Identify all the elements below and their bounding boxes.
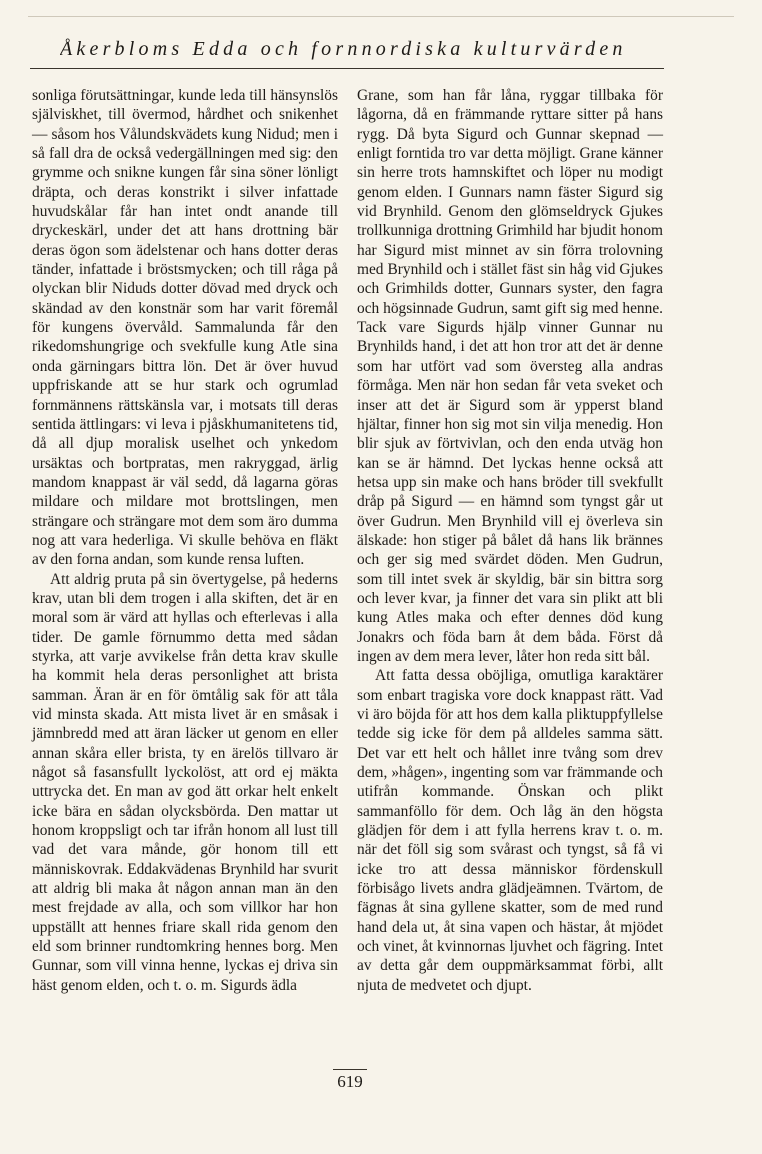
paragraph: Att fatta dessa oböjliga, omutliga karaktärer som enbart tragiska vore dock knappast rätt. Vad vi äro böjda för att hos dem kalla pliktuppfyllelse tedde sig icke för dem på alldeles samma sätt. Det var ett helt och hållet inre tvång som drev dem, »hågen», ingenting som var främmande och utifrån kommande. Önskan och plikt sammanföllo för dem. Och låg än den högsta glädjen för dem i att fylla herrens krav t. o. m. när det föll sig som svårast och tyngst, så få vi icke tro att dessa människor fördenskull förbisågo livets andra glädjeämnen. Tvärtom, de fägnas åt sina gyllene skatter, som de med rund hand dela ut, åt sina vapen och hästar, åt mjödet och vinet, åt kvinnornas ljuvhet och fägring. Intet av detta går dem ouppmärksammat förbi, allt njuta de medvetet och djupt. bbox=[357, 667, 663, 994]
header-rule bbox=[30, 68, 664, 69]
page-number bbox=[0, 1072, 700, 1092]
running-head: Åkerbloms Edda och fornnordiska kulturvärden bbox=[60, 38, 627, 60]
right-column bbox=[357, 86, 663, 995]
paragraph: Att aldrig pruta på sin övertygelse, på hederns krav, utan bli dem trogen i alla skiften, det är en moral som är värd att hyllas och efterlevas i alla tider. De gamle förnummo detta med sådan styrka, att varje avvikelse från detta krav skulle ha kommit hela deras personlighet att brista samman. Äran är en för ömtålig sak för att tåla vid minsta skada. Att mista livet är en småsak i jämnbredd med att äran läcker ut genom en eller annan skåra eller brista, ty en ärelös tillvaro är något så fasansfullt lyckolöst, att ord ej mäkta uttrycka det. En man av god ätt orkar helt enkelt icke bära en sådan olycksbörda. Den mattar ut honom kroppsligt och tar ifrån honom all lust till vad det vara månde, gör honom till ett människovrak. Eddakvädenas Brynhild har svurit att aldrig bli maka åt någon annan man än den mest frejdade av alla, och som villkor har hon uppställt att hennes friare skall rida genom den eld som brinner rundtomkring hennes borg. Men Gunnar, som vill vinna henne, lyckas ej driva sin häst genom elden, och t. o. m. Sigurds ädla bbox=[32, 570, 338, 994]
paragraph: sonliga förutsättningar, kunde leda till hänsynslös själviskhet, till övermod, hårdhet och snikenhet — såsom hos Vålundskvädets kung Nidud; men i så fall dra de också vedergällningen med sig: den grymme och snikne kungen får sina söner lönligt dräpta, och deras konstrikt i silver infattade huvudskålar får han intet ondt anande till dryckeskärl, under det att hans drottning bär deras ögon som ädelstenar och hans dotter deras tänder, infattade i bröstsmycken; och till råga på olyckan blir Niduds dotter dövad med dryck och skändad av den konstnär som har varit föremål för kungens övervåld. Sammalunda får den rikedomshungrige och svekfulle kung Atle sina onda gärningars bittra lön. Det är över huvud uppfriskande att se hur stark och ogrumlad fornmännens rättskänsla var, i motsats till deras sentida ättlingars: vi leva i pjåskhumanitetens tid, då all djup moralisk uselhet och ynkedom ursäktas och bortpratas, men rakryggad, ärlig mandom knappast är väl sedd, då lagarna göras mildare och mildare mot brottslingen, men strängare och strängare mot dem som äro dumma nog att vara hederliga. Vi skulle behöva en fläkt av den forna andan, som kunde rensa luften. bbox=[32, 87, 338, 569]
page-number-text: 619 bbox=[333, 1069, 367, 1091]
left-column bbox=[32, 86, 338, 995]
top-edge-rule bbox=[28, 16, 734, 17]
paragraph: Grane, som han får låna, ryggar tillbaka för lågorna, då en främmande ryttare sitter på hans rygg. Då byta Sigurd och Gunnar skepnad — enligt forntida tro var detta möjligt. Grane känner sin herre trots hamnskiftet och löper nu modigt genom elden. I Gunnars namn fäster Sigurd sig vid Brynhild. Genom den glömseldryck Gjukes trollkunniga drottning Grimhild har bjudit honom har Sigurd mist minnet av sin förra trolovning med Brynhild och i stället fäst sin håg vid Gjukes och Grimhilds dotter, Gunnars syster, den fagra och högsinnade Gudrun, samt gift sig med henne. Tack vare Sigurds hjälp vinner Gunnar nu Brynhilds hand, i det att hon tror att det är denne som har utfört vad som översteg alla andras förmåga. Men när hon sedan får veta sveket och inser att det är Sigurd som är ypperst bland hjältar, finner hon sig mot sin vilja menedig. Hon blir sjuk av förtvivlan, och den enda utväg hon kan se är hämnd. Det lyckas henne också att hetsa upp sin make och hans bröder till svekfullt dråp på Sigurd — en hämnd som tyngst går ut över Gudrun. Men Brynhild vill ej överleva sin älskade: hon stiger på bålet då hans lik brännes och ger sig med svärdet döden. Men Gudrun, som till intet svek är skyldig, bär sin bittra sorg och lever kvar, ja finner det vara sin plikt att bli kung Atles maka och efter dennes död kung Jonakrs och föda barn åt dem båda. Först då ingen av dem mera lever, låter hon reda sitt bål. bbox=[357, 87, 663, 665]
